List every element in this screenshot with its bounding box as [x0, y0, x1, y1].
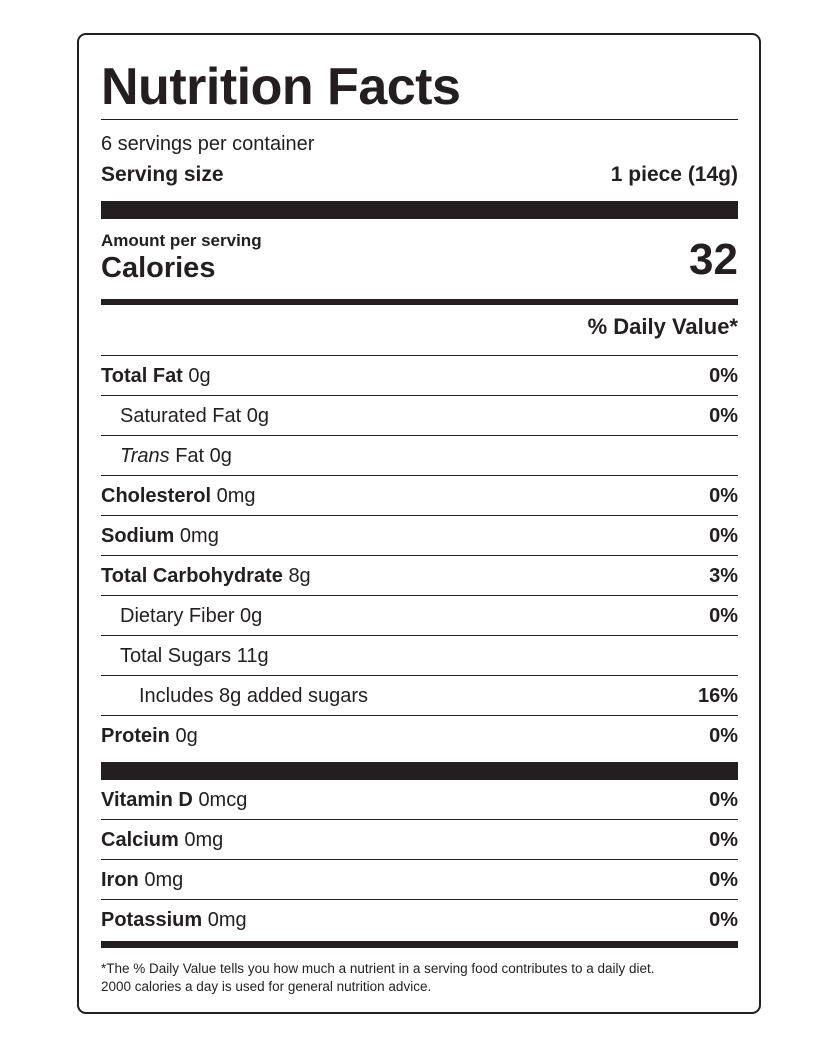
nutrient-amount: 11g: [236, 645, 269, 667]
nutrient-amount: 0mg: [144, 869, 184, 891]
nutrient-dv: 0%: [709, 485, 738, 507]
nutrient-amount: 0g: [209, 445, 232, 467]
nutrient-row-trans-fat: [101, 436, 738, 476]
nutrient-name: Calcium: [101, 829, 179, 851]
nutrient-amount: 0g: [188, 365, 211, 387]
nutrient-label: [101, 556, 311, 596]
footnote-divider: [101, 941, 738, 948]
serving-size-value: 1 piece (14g): [610, 163, 738, 186]
nutrient-row-saturated-fat: [101, 396, 738, 436]
nutrient-row-cholesterol: [101, 476, 738, 516]
nutrient-label: [101, 476, 256, 516]
vitamin-row-iron: [101, 860, 738, 900]
nutrient-label: [120, 436, 232, 476]
nutrient-dv: 0%: [709, 725, 738, 747]
nutrient-dv: 0%: [709, 365, 738, 387]
vitamin-row-potassium: [101, 900, 738, 940]
nutrient-label: [101, 900, 247, 940]
nutrient-name: Cholesterol: [101, 485, 212, 507]
daily-value-header: % Daily Value*: [587, 314, 738, 339]
vitamin-row-calcium: [101, 820, 738, 860]
footnote-line-2: 2000 calories a day is used for general nutrition advice.: [101, 979, 432, 994]
nutrient-row-total-fat: [101, 356, 738, 396]
nutrient-name: Total Sugars: [120, 645, 232, 667]
nutrient-amount: 0g: [246, 405, 269, 427]
nutrient-dv: 3%: [709, 565, 738, 587]
vitamin-row-vitamin-d: [101, 780, 738, 820]
nutrient-dv: 0%: [709, 909, 738, 931]
nutrient-amount: 0mg: [184, 829, 224, 851]
nutrient-name: Dietary Fiber: [120, 605, 235, 627]
serving-size-row: [101, 162, 738, 188]
footnote-line-1: *The % Daily Value tells you how much a nutrient in a serving food contributes to a daily diet.: [101, 961, 655, 976]
nutrient-label: [101, 356, 211, 396]
serving-size-label: Serving size: [101, 163, 224, 186]
nutrient-dv: 0%: [709, 869, 738, 891]
nutrient-amount: 0mcg: [198, 789, 248, 811]
nutrient-name: Protein: [101, 725, 170, 747]
nutrient-name: Potassium: [101, 909, 203, 931]
calories-value: 32: [689, 235, 738, 284]
nutrient-amount: 8g: [288, 565, 311, 587]
nutrient-row-dietary-fiber: [101, 596, 738, 636]
nutrient-row-added-sugars: [101, 676, 738, 716]
nutrient-row-total-sugars: [101, 636, 738, 676]
serving-divider-thick: [101, 201, 738, 219]
nutrient-label: [101, 716, 198, 756]
nutrient-dv: 0%: [709, 829, 738, 851]
nutrient-label: [101, 780, 247, 820]
nutrient-dv: 0%: [709, 789, 738, 811]
nutrient-row-total-carbohydrate: [101, 556, 738, 596]
calories-divider: [101, 299, 738, 305]
calories-label: Calories: [101, 252, 216, 284]
label-title: Nutrition Facts: [101, 58, 461, 116]
protein-divider-thick: [101, 762, 738, 780]
footnote: [101, 960, 738, 996]
nutrient-name: Fat: [175, 445, 205, 467]
nutrient-row-sodium: [101, 516, 738, 556]
nutrient-dv: 16%: [697, 685, 738, 707]
amount-per-serving: Amount per serving: [101, 231, 262, 250]
title-divider: [101, 119, 738, 120]
nutrient-dv: 0%: [709, 405, 738, 427]
nutrient-label: [101, 860, 183, 900]
nutrient-name: Sodium: [101, 525, 175, 547]
nutrient-dv: 0%: [709, 525, 738, 547]
nutrient-row-protein: [101, 716, 738, 756]
nutrient-dv: 0%: [709, 605, 738, 627]
nutrient-amount: 0g: [175, 725, 198, 747]
nutrient-label: Includes 8g added sugars: [139, 685, 369, 707]
nutrient-label: [120, 596, 262, 636]
nutrient-amount: 0g: [240, 605, 263, 627]
servings-per-container: 6 servings per container: [101, 133, 315, 155]
nutrient-label: [120, 636, 269, 676]
nutrient-name: Iron: [101, 869, 139, 891]
nutrient-name: Saturated Fat: [120, 405, 242, 427]
nutrient-name: Total Carbohydrate: [101, 565, 283, 587]
nutrition-facts-label: [77, 33, 761, 1014]
nutrient-label: [120, 396, 269, 436]
nutrient-name-italic: Trans: [120, 445, 170, 467]
nutrient-label: [101, 820, 223, 860]
nutrient-label: [101, 516, 219, 556]
nutrient-amount: 0mg: [216, 485, 256, 507]
nutrient-amount: 0mg: [179, 525, 219, 547]
nutrient-name: Total Fat: [101, 365, 183, 387]
nutrient-name: Vitamin D: [101, 789, 193, 811]
nutrient-amount: 0mg: [207, 909, 247, 931]
